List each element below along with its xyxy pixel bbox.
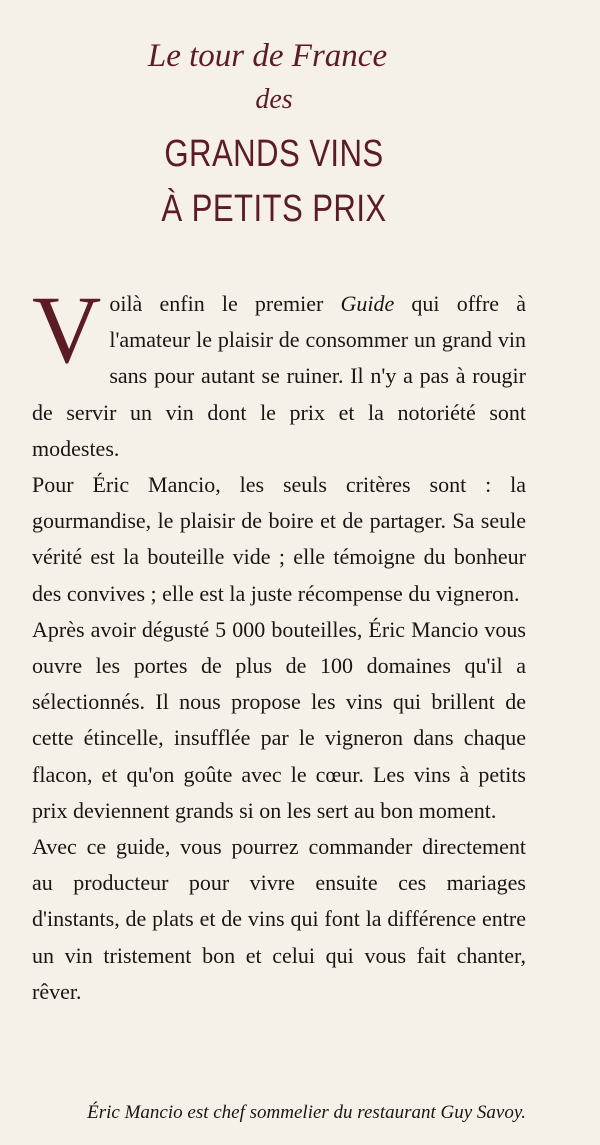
author-credit: Éric Mancio est chef sommelier du restaurant Guy Savoy. xyxy=(87,1102,526,1123)
paragraph-1-text-b: qui offre à l'amateur le plaisir de consommer un grand vin sans pour autant se ruiner. Il n'y a pas à rougir de servir un vin dont le prix et la notoriété sont modestes. xyxy=(32,291,526,461)
title-line1: GRANDS VINS xyxy=(164,133,384,175)
title-line2: À PETITS PRIX xyxy=(161,188,387,230)
subtitle-script-line1: Le tour de France xyxy=(147,38,388,74)
paragraph-2: Pour Éric Mancio, les seuls critères sont : la gourmandise, le plaisir de boire et de partager. Sa seule vérité est la bouteille vide ; elle témoigne du bonheur des convives ; elle est la juste récompense du vigneron. xyxy=(32,472,526,606)
body-text xyxy=(32,276,526,1010)
paragraph-3: Après avoir dégusté 5 000 bouteilles, Éric Mancio vous ouvre les portes de plus de 100 domaines qu'il a sélectionnés. Il nous propose les vins qui brillent de cette étincelle, insufflée par le vigneron dans chaque flacon, et qu'on goûte avec le cœur. Les vins à petits prix deviennent grands si on les sert au bon moment. xyxy=(32,616,526,823)
paragraph-1-italic-guide: Guide xyxy=(340,291,395,316)
subtitle-script-line2: des xyxy=(255,84,293,115)
paragraph-1 xyxy=(32,276,526,467)
paragraph-1-text-a: oilà enfin le premier xyxy=(109,291,341,316)
drop-cap: V xyxy=(32,276,102,383)
paragraph-4: Avec ce guide, vous pourrez commander directement au producteur pour vivre ensuite ces mariages d'instants, de plats et de vins qui font la différence entre un vin tristement bon et celui qui vous fait chanter, rêver. xyxy=(32,834,526,1004)
